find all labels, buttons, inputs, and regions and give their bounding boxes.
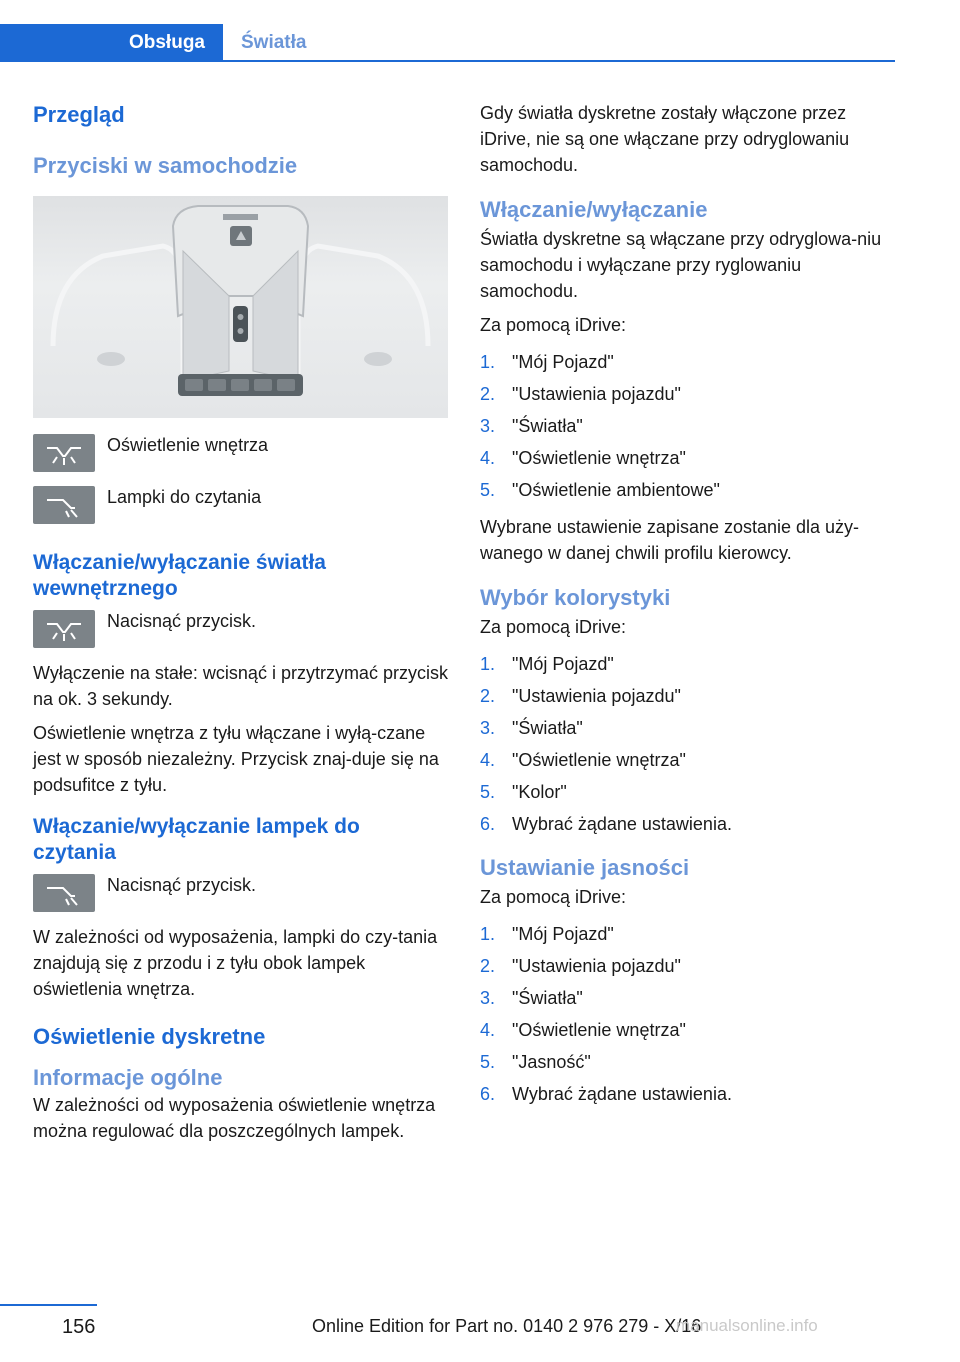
list-item: 2. "Ustawienia pojazdu" bbox=[480, 384, 681, 404]
section-title-przeglad: Przegląd bbox=[33, 102, 125, 127]
list-item: 4. "Oświetlenie wnętrza" bbox=[480, 1020, 686, 1040]
tab-underline bbox=[223, 60, 895, 62]
headliner-photo bbox=[33, 196, 448, 418]
brightness-idrive: Za pomocą iDrive: bbox=[480, 887, 627, 907]
discreet-section-title: Oświetlenie dyskretne bbox=[33, 1024, 266, 1049]
interior-press-row bbox=[33, 608, 448, 648]
list-item: 3. "Światła" bbox=[480, 988, 583, 1008]
general-p1: W zależności od wyposażenia oświetlenie wnętrza można regulować dla poszczególnych lampek. bbox=[33, 1095, 436, 1141]
list-item: 1. "Mój Pojazd" bbox=[480, 352, 614, 372]
list-item: 2. "Ustawienia pojazdu" bbox=[480, 686, 681, 706]
list-item: 6. Wybrać żądane ustawienia. bbox=[480, 814, 732, 834]
tab-swiatla[interactable]: Światła bbox=[241, 32, 307, 53]
onoff-after: Wybrane ustawienie zapisane zostanie dla uży‐wanego w danej chwili profilu kierowcy. bbox=[480, 517, 860, 563]
list-item: 4. "Oświetlenie wnętrza" bbox=[480, 448, 686, 468]
interior-section-title: Włączanie/wyłączanie światła wewnętrznego bbox=[33, 551, 326, 600]
watermark: manualsonline.info bbox=[676, 1316, 818, 1335]
list-item: 6. Wybrać żądane ustawienia. bbox=[480, 1084, 732, 1104]
brightness-title: Ustawianie jasności bbox=[480, 855, 690, 880]
onoff-steps bbox=[480, 346, 900, 506]
reading-p1: W zależności od wyposażenia, lampki do czy‐tania znajdują się z przodu i z tyłu obok lampek oświetlenia wnętrza. bbox=[33, 927, 438, 999]
left-column bbox=[33, 100, 448, 1152]
reading-light-icon bbox=[33, 486, 95, 524]
list-item: 3. "Światła" bbox=[480, 718, 583, 738]
list-item: 3. "Światła" bbox=[480, 416, 583, 436]
interior-p2: Oświetlenie wnętrza z tyłu włączane i wyłą‐czane jest w sposób niezależny. Przycisk znaj‐duje się na podsufitce z tyłu. bbox=[33, 723, 439, 795]
list-item: 1. "Mój Pojazd" bbox=[480, 654, 614, 674]
list-item: 5. "Kolor" bbox=[480, 782, 567, 802]
interior-press-text: Nacisnąć przycisk. bbox=[107, 611, 257, 631]
color-steps bbox=[480, 648, 900, 840]
list-item: 4. "Oświetlenie wnętrza" bbox=[480, 750, 686, 770]
reading-press-row bbox=[33, 872, 448, 912]
list-item: 5. "Oświetlenie ambientowe" bbox=[480, 480, 720, 500]
button-interior-label: Oświetlenie wnętrza bbox=[107, 435, 269, 455]
list-item: 5. "Jasność" bbox=[480, 1052, 591, 1072]
color-title: Wybór kolorystyki bbox=[480, 585, 671, 610]
edition-text: Online Edition for Part no. 0140 2 976 279 - X/16 bbox=[312, 1316, 702, 1336]
headliner-illustration bbox=[33, 196, 448, 418]
general-subtitle: Informacje ogólne bbox=[33, 1065, 223, 1090]
button-reading-label: Lampki do czytania bbox=[107, 487, 262, 507]
reading-light-icon bbox=[33, 874, 95, 912]
color-idrive: Za pomocą iDrive: bbox=[480, 617, 627, 637]
interior-p1: Wyłączenie na stałe: wcisnąć i przytrzymać przycisk na ok. 3 sekundy. bbox=[33, 663, 448, 709]
list-item: 1. "Mój Pojazd" bbox=[480, 924, 614, 944]
reading-section-title: Włączanie/wyłączanie lampek do czytania bbox=[33, 815, 360, 864]
tab-obsluga[interactable]: Obsługa bbox=[0, 24, 223, 62]
onoff-paragraph: Światła dyskretne są włączane przy odryglowa‐niu samochodu i wyłączane przy ryglowaniu samochodu. bbox=[480, 229, 882, 301]
list-item: 2. "Ustawienia pojazdu" bbox=[480, 956, 681, 976]
button-reading-row bbox=[33, 484, 448, 524]
interior-light-icon bbox=[33, 610, 95, 648]
intro-paragraph: Gdy światła dyskretne zostały włączone przez iDrive, nie są one włączane przy odryglowaniu samochodu. bbox=[480, 103, 850, 175]
reading-press-text: Nacisnąć przycisk. bbox=[107, 875, 257, 895]
footer-line bbox=[0, 1304, 97, 1306]
page-number: 156 bbox=[62, 1316, 96, 1338]
subtitle-buttons: Przyciski w samochodzie bbox=[33, 153, 298, 178]
onoff-idrive: Za pomocą iDrive: bbox=[480, 315, 627, 335]
header-tabs bbox=[0, 24, 895, 62]
brightness-steps bbox=[480, 918, 900, 1110]
interior-light-icon bbox=[33, 434, 95, 472]
button-interior-row bbox=[33, 432, 448, 472]
onoff-title: Włączanie/wyłączanie bbox=[480, 197, 708, 222]
right-column bbox=[480, 100, 900, 1118]
